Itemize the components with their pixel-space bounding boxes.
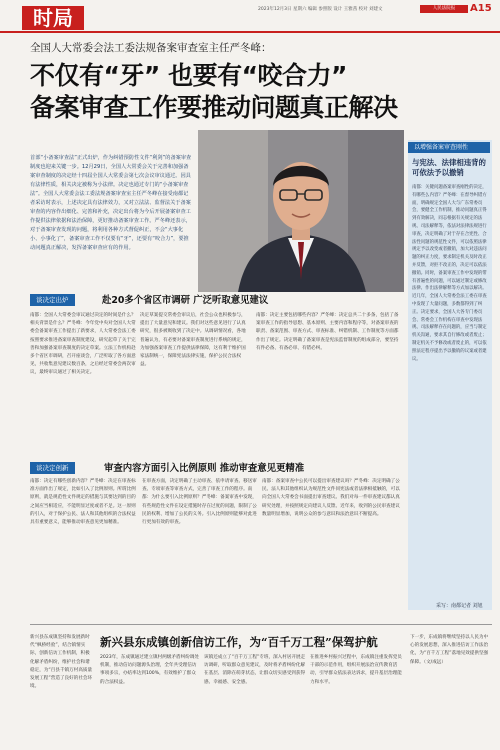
article-column: 南都：备案审查中公民可以提出审查建议吗？严冬峰：决定明确了公民、法人和其他组织认为规范性文件同宪法或者法律相抵触的，可以向全国人大常委会书面提出审查建议。我们对每一件审查建议都认真研究处理，并按照规定向建议人反馈。近年来，收到的公民审查建议数量明显增加，说明公众的参与意识和法治意识不断提高。 bbox=[262, 479, 400, 517]
section-title-2: 审查内容方面引入比例原则 推动审查意见更精准 bbox=[104, 463, 305, 474]
sidebar-tag: 以增强备案审查刚性 bbox=[408, 142, 490, 153]
sidebar-body: 南都：关键问题备案审查刚性的决定，有哪些么内容？严冬峰：在督导纠错方面，明确规定全国人大与广东常委员会，要健全工作机制，推动问题真正得到有效解决，同志根据有关规定的法规、司法解释等，依法对法律法规进行审查，决定明确了对于存在合宪性、合法性问题的规范性文件，可以依照法律规定予以改变或者撤销，加大对违法问题的纠正力度，要求制定机关及时改正并反馈，对拒不改正的，决定可以依法撤销。同时，备案审查工作中发现的带有普遍性的问题，可以通过制定或修改法律、作出法律解释等方式加以解决。近几年，全国人大常委会法工委在审查中发现了大量问题，多数都得到了纠正。决定要求，全国人大各专门委员会、常委会工作机构在审查中发现法规、司法解释存在问题的，应当与制定机关沟通，要求其自行修改或者废止；制定机关不予修改或者废止的，可以依照法定程序提出予以撤销的议案或者建议。 bbox=[412, 185, 487, 362]
bottom-column: 新兴县东成镇坚持和发展新时代“枫桥经验”，结合镇情实际，创新信访工作机制，积极化解矛盾纠纷，维护社会和谐稳定，为“百县千镇万村高质量发展工程”营造了良好的社会环境。 bbox=[30, 635, 93, 690]
article-column: 南都：决定有哪些创新内容？严冬峰：决定在审查标准方面作出了规定，比如引入了比例原则。所谓比例原则，就是规范性文件规定的措施与其要达到的目的之间应当相适应，不能明显过度或者不足。这一原则的引入，对于保护公民、法人和其他组织的合法权益具有重要意义，能够推动审查意见更加精准。 bbox=[30, 479, 136, 526]
header-rule bbox=[0, 31, 500, 33]
bottom-column: 下一步，东成镇将继续坚持以人民为中心的发展思想，深入推进信访工作法治化，为“百千万工程”落地见效提供坚强保障。（文/成远） bbox=[410, 635, 489, 665]
bottom-column: 2023年，东成镇通过建立镇村两级矛盾纠纷调处机制，推动信访问题源头治理，全年共受理信访事项多宗，办结率达到100%，有效维护了群众的合法权益。 bbox=[100, 655, 199, 685]
headline-main: 不仅有“牙” 也要有“咬合力” bbox=[30, 61, 347, 90]
portrait-photo bbox=[198, 130, 404, 292]
byline: 采写：南都记者 刘旭 bbox=[436, 603, 483, 609]
section-title-1: 赴20多个省区市调研 广泛听取意见建议 bbox=[102, 295, 269, 306]
bottom-article-title: 新兴县东成镇创新信访工作，为“百千万工程”保驾护航 bbox=[100, 635, 378, 649]
page-number: A15 bbox=[470, 3, 492, 14]
headline-kicker: 全国人大常委会法工委法规备案审查室主任严冬峰： bbox=[30, 42, 272, 54]
divider bbox=[30, 624, 492, 625]
article-column: 在审查方面，决定明确了主动审查、依申请审查、移送审查、专项审查等审查方式，完善了审查工作的程序。南都：为什么要引入比例原则？严冬峰：备案审查中发现，有些规范性文件在设定措施时存在过度的问题，限制了公民的权利、增加了公民的义务。引入比例原则能够对此进行更加有效的审查。 bbox=[142, 479, 257, 526]
article-column: 南都：决定主要包括哪些内容？严冬峰：决定总共二十多条，包括了备案审查工作的指导思想、基本原则、主要内容和程序等，对备案审查的职责、备案范围、审查方式、审查标准、纠错机制、工作制度等方面都作出了规定。决定明确了备案审查是宪法监督制度的组成部分，要坚持有件必备、有备必审、有错必纠。 bbox=[256, 313, 399, 351]
editor-badge: 人民法院报 bbox=[420, 5, 468, 13]
section-label-1: 谈决定出炉 bbox=[30, 294, 75, 306]
headline-second: 备案审查工作要推动问题真正解决 bbox=[30, 93, 398, 122]
header-meta: 2023年12月3日 星期六 编辑 参照版 设计 王雅茜 校对 刘建文 bbox=[258, 7, 383, 12]
lead-paragraph: 首部“小备案审查法”正式出炉，作为纠错预防性文件“利剑”的备案审查制度也迎来关键一步。12月29日，全国人大常委会关于完善和加强备案审查制度的决定经十四届全国人大常委会第七次会议审议通过。因具有法律性质，相关决定被称为小法律。决定也通过专门的“小备案审查法”。全国人大常委会法工委法规备案审查室主任严冬峰在接受南都记者采访时表示，上述决定具有法律效力，又对立法法、监督法关于备案审查的内容作出细化、完善和补充，决定出台将为今后开展备案审查工作提供法律依据和法治保障，更好推动备案审查工作。严冬峰还表示，对于备案审查发现的问题，将利用各种方式督促纠正，不会“大事化小、小事化了”，备案审查工作不仅要有“牙”，还要有“咬合力”，要推动问题真正解决，发挥备案审查应有的作用。 bbox=[30, 155, 192, 251]
sidebar-title: 与宪法、法律相违背的可依法予以撤销 bbox=[412, 158, 486, 177]
bottom-column: 在推进乡村振兴过程中，东成镇注重发挥党员干部的示范作用，组织开展法治宣传教育活动，引导群众依法表达诉求，提升基层治理能力和水平。 bbox=[310, 655, 402, 685]
article-column: 决定草案提交常委会审议后，社会公众也积极参与，提出了大量意见和建议。我们对这些意见进行了认真研究，很多被吸收到了决定中。从调研情况看，各地普遍认为，有必要对备案审查制度进行系统的规定，为加强备案审查工作提供法律保障，这有利于维护国家法制统一，保障宪法法律实施，保护公民合法权益。 bbox=[140, 313, 246, 368]
portrait-illustration bbox=[198, 130, 404, 292]
section-tab: 时局 bbox=[22, 6, 84, 30]
article-column: 南都：全国人大常委会审议通过决定的时间是什么？相关背景是什么？严冬峰：今年党中央对全国人大常委会备案审查工作提出了新要求，人大常委会法工委按照要求推进备案审查制度建设，研究起草了关于完善和加强备案审查制度的决定草案。立法工作机构赴多个省区市调研，召开座谈会，广泛听取了各方面意见，共收集意见建议数百条，之后经过常委会两次审议，最终审议通过了相关决定。 bbox=[30, 313, 136, 376]
section-label-2: 谈决定创新 bbox=[30, 462, 75, 474]
bottom-column: 该镇还成立了“百千万工程”专班，深入村居开展走访调研，听取群众意见建议，及时将矛盾纠纷化解在基层、消除在萌芽状态，让群众切实感受到获得感、幸福感、安全感。 bbox=[204, 655, 306, 685]
